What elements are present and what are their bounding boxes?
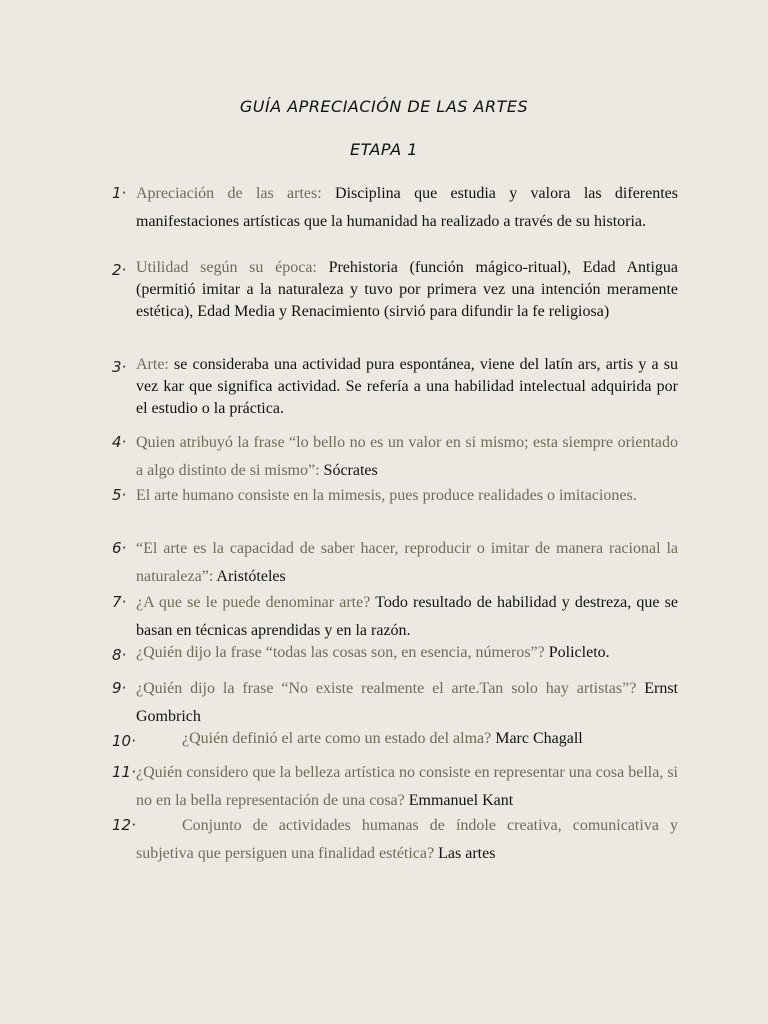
item-number: 4· (112, 433, 127, 451)
page-title: GUÍA APRECIACIÓN DE LAS ARTES (239, 97, 529, 116)
item-answer: Disciplina que estudia y valora las diferentes manifestaciones artísticas que la humanidad ha realizado a través de su historia. (136, 185, 678, 230)
item-answer: Emmanuel Kant (408, 792, 514, 809)
item-question: ¿Quién definió el arte como un estado del alma? (182, 730, 496, 747)
item-answer: Las artes (438, 845, 496, 862)
item-number: 3· (112, 358, 127, 376)
item-question: ¿A que se le puede denominar arte? (136, 594, 376, 611)
item-answer: Prehistoria (función mágico-ritual), Edad Antigua (permitió imitar a la naturaleza y tuvo por primera vez una intención meramente estética), Edad Media y Renacimiento (sirvió para difundir la fe religiosa) (136, 259, 678, 320)
item-number: 1· (112, 184, 127, 202)
item-question: Quien atribuyó la frase “lo bello no es un valor en si mismo; esta siempre orientado a algo distinto de si mismo”: (136, 434, 678, 479)
item-number: 8· (112, 646, 127, 664)
item-question: Apreciación de las artes: (136, 185, 336, 202)
item-question: “El arte es la capacidad de saber hacer, reproducir o imitar de manera racional la naturaleza”: (136, 540, 678, 585)
item-answer: Aristóteles (216, 568, 286, 585)
item-question: El arte humano consiste en la mimesis, pues produce realidades o imitaciones. (136, 487, 637, 504)
item-number: 11· (112, 763, 136, 781)
item-question: ¿Quién dijo la frase “No existe realmente el arte.Tan solo hay artistas”? (136, 680, 645, 697)
item-number: 2· (112, 261, 127, 279)
item-answer: se consideraba una actividad pura espontánea, viene del latín ars, artis y a su vez kar que significa actividad. Se refería a una habilidad intelectual adquirida por el estudio o la práctica. (136, 356, 678, 417)
item-answer: Marc Chagall (495, 730, 583, 747)
item-number: 9· (112, 679, 127, 697)
item-answer: Sócrates (323, 462, 378, 479)
item-question: Utilidad según su época: (136, 259, 329, 276)
item-number: 12· (112, 816, 136, 834)
item-question: Arte: (136, 356, 175, 373)
item-number: 6· (112, 539, 127, 557)
item-question: Conjunto de actividades humanas de índole creativa, comunicativa y subjetiva que persiguen una finalidad estética? (136, 817, 678, 862)
item-answer: Todo resultado de habilidad y destreza, que se basan en técnicas aprendidas y en la razón. (136, 594, 678, 639)
item-answer: Ernst Gombrich (136, 680, 678, 725)
item-number: 7· (112, 593, 127, 611)
item-answer: Policleto. (548, 644, 610, 661)
item-number: 10· (112, 732, 136, 750)
item-question: ¿Quién dijo la frase “todas las cosas son, en esencia, números”? (136, 644, 549, 661)
page-subtitle: ETAPA 1 (350, 140, 418, 159)
item-question: ¿Quién considero que la belleza artística no consiste en representar una cosa bella, si no en la bella representación de una cosa? (136, 764, 678, 809)
item-number: 5· (112, 486, 127, 504)
